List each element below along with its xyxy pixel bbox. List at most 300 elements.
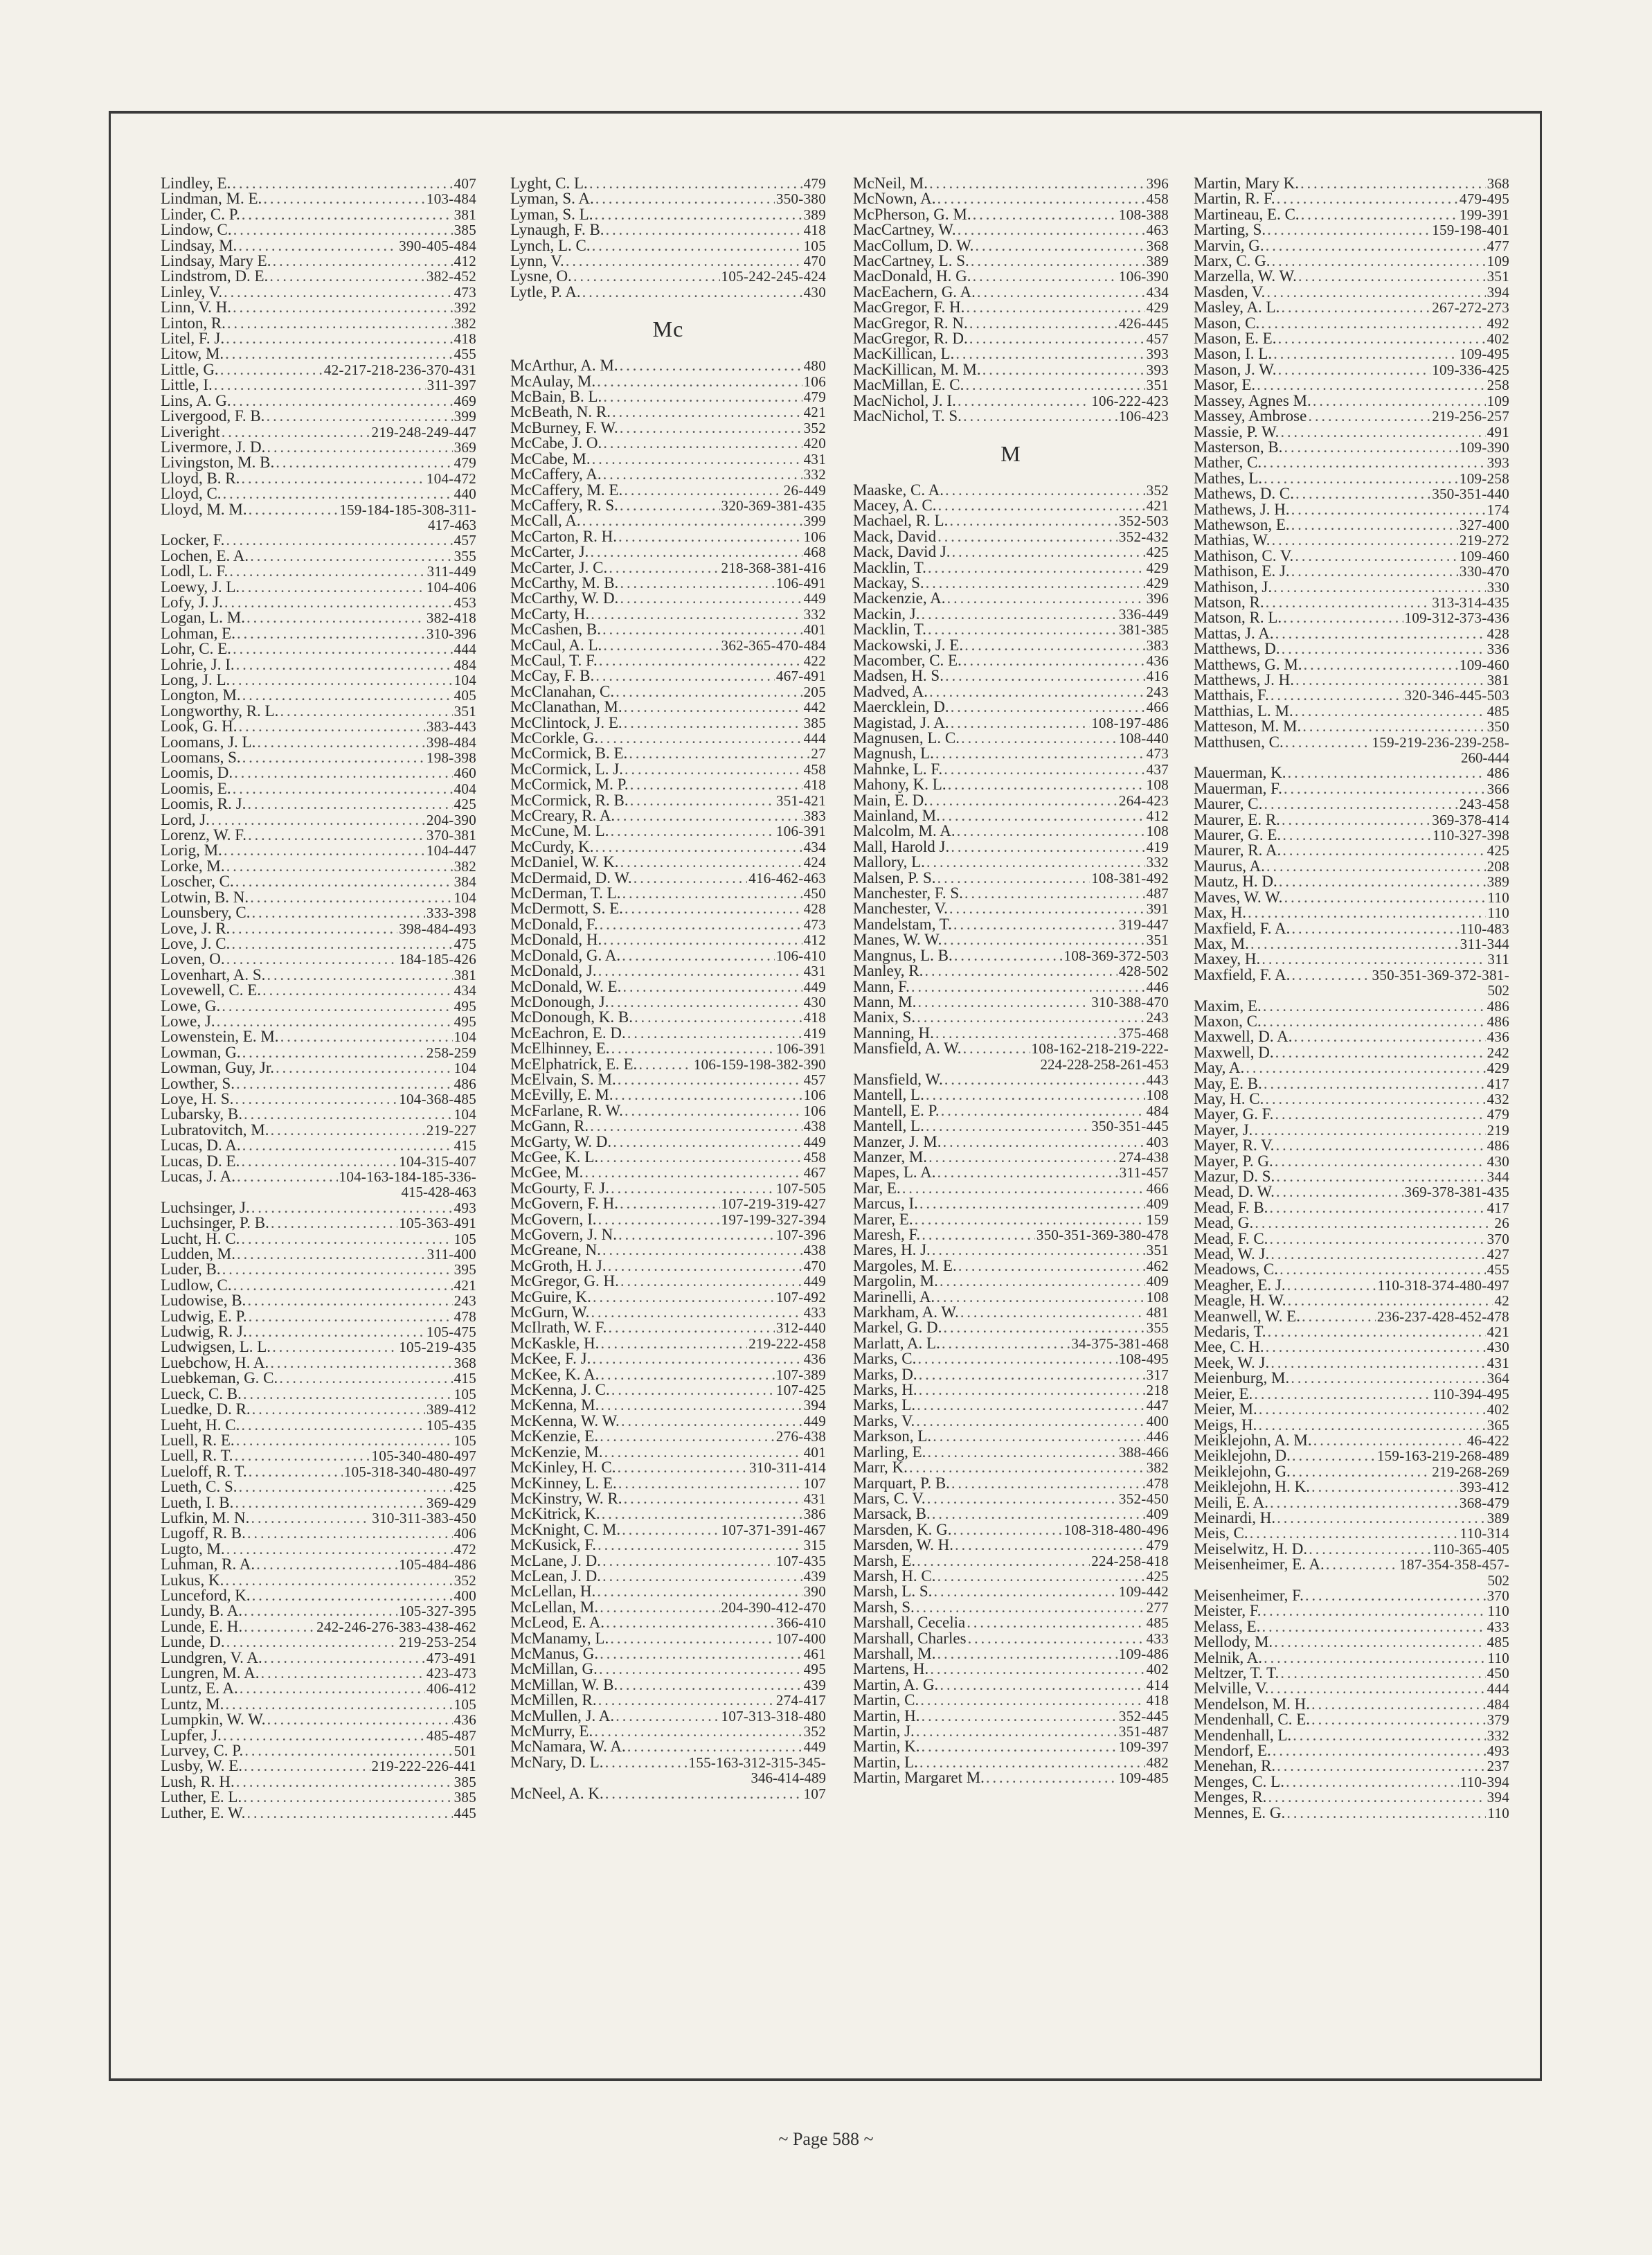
index-entry	[853, 886, 1169, 901]
entry-pages: 369-378-414	[1432, 811, 1509, 828]
index-entry	[161, 1758, 476, 1774]
entry-name: Mazur, D. S.	[1194, 1168, 1275, 1185]
leader-dots	[234, 765, 452, 781]
leader-dots	[276, 455, 452, 470]
leader-dots	[955, 346, 1144, 362]
entry-name: McMullen, J. A.	[510, 1706, 615, 1724]
leader-dots	[1255, 1215, 1493, 1231]
leader-dots	[242, 1045, 425, 1060]
leader-dots	[260, 1666, 424, 1681]
leader-dots	[600, 1367, 775, 1382]
leader-dots	[602, 622, 802, 637]
entry-name: Martin, K.	[853, 1738, 920, 1756]
entry-name: Lufkin, M. N.	[161, 1508, 250, 1526]
index-entry	[1194, 1231, 1509, 1247]
entry-name: McKitrick, K.	[510, 1505, 600, 1523]
index-entry	[510, 1445, 826, 1460]
index-entry	[510, 823, 826, 839]
entry-pages: 104-406	[426, 578, 476, 596]
entry-pages: 107	[803, 1474, 826, 1492]
index-entry	[853, 1739, 1169, 1754]
index-entry	[853, 1584, 1169, 1599]
index-entry	[161, 1215, 476, 1231]
entry-name: McCaffery, R. S.	[510, 496, 618, 514]
entry-pages: 382	[454, 314, 476, 332]
leader-dots	[958, 1258, 1145, 1274]
entry-name: Ludden, M.	[161, 1245, 235, 1263]
entry-name: Marks, H.	[853, 1381, 917, 1399]
entry-name: MacCartney, L. S.	[853, 252, 969, 270]
entry-name: McCaul, T. F.	[510, 651, 598, 669]
index-entry	[853, 1134, 1169, 1150]
leader-dots	[229, 564, 425, 579]
leader-dots	[975, 238, 1144, 253]
leader-dots	[236, 657, 453, 672]
leader-dots	[270, 1355, 452, 1371]
index-entry	[510, 684, 826, 699]
leader-dots	[250, 549, 452, 564]
entry-name: Madsen, H. S.	[853, 667, 944, 685]
entry-name: Ludwig, E. P.	[161, 1307, 247, 1325]
entry-name: Mares, H. J.	[853, 1241, 931, 1259]
entry-name: Mantell, L.	[853, 1086, 924, 1104]
entry-pages: 473	[454, 283, 476, 301]
index-entry	[161, 812, 476, 828]
leader-dots	[249, 1464, 343, 1479]
index-entry	[853, 253, 1169, 269]
entry-pages: 486	[1487, 1137, 1509, 1155]
index-entry	[510, 762, 826, 777]
entry-name: McNeel, A. K.	[510, 1784, 604, 1802]
entry-name: Long, J. L.	[161, 671, 231, 688]
entry-name: Mattas, J. A.	[1194, 624, 1274, 642]
entry-pages: 368	[1146, 237, 1169, 254]
entry-pages: 105	[454, 1230, 476, 1247]
index-entry	[1194, 1138, 1509, 1153]
entry-name: Melnik, A.	[1194, 1648, 1263, 1666]
entry-name: Lunceford, K.	[161, 1586, 251, 1604]
leader-dots	[220, 362, 323, 377]
leader-dots	[232, 176, 452, 191]
entry-pages: 481	[1146, 1304, 1169, 1321]
entry-name: May, A.	[1194, 1059, 1245, 1077]
entry-name: Lohrie, J. I.	[161, 655, 235, 673]
entry-pages: 457	[803, 1071, 826, 1088]
entry-name: McKaskle, H.	[510, 1334, 600, 1352]
leader-dots	[625, 901, 802, 916]
entry-name: Marvin, G.	[1194, 236, 1264, 254]
entry-pages: 187-354-358-457-	[1399, 1556, 1509, 1574]
index-entry	[853, 1411, 1169, 1429]
index-entry	[510, 1398, 826, 1413]
entry-pages: 390-405-484	[399, 237, 476, 254]
entry-pages: 368	[454, 1354, 476, 1371]
index-entry	[1194, 1293, 1509, 1308]
entry-name: McNamara, W. A.	[510, 1738, 626, 1756]
leader-dots	[603, 467, 802, 482]
index-entry	[161, 1790, 476, 1805]
index-entry	[161, 1712, 476, 1727]
entry-pages: 276-438	[775, 1428, 826, 1445]
leader-dots	[251, 1200, 453, 1215]
entry-name: Mead, F. B.	[1194, 1198, 1268, 1216]
index-entry	[853, 1755, 1169, 1770]
entry-pages: 396	[1146, 590, 1169, 607]
entry-pages: 42	[1494, 1292, 1509, 1310]
leader-dots	[937, 1569, 1144, 1584]
index-entry	[853, 238, 1169, 253]
index-entry	[161, 1418, 476, 1433]
leader-dots	[599, 653, 802, 668]
entry-pages: 436	[1146, 652, 1169, 669]
entry-pages: 418	[454, 330, 476, 348]
index-entry	[161, 191, 476, 206]
index-entry	[161, 440, 476, 455]
entry-pages: 396	[1146, 175, 1169, 192]
entry-name: Marks, C.	[853, 1350, 917, 1368]
entry-pages: 425	[1146, 1567, 1169, 1585]
index-entry	[853, 377, 1169, 393]
leader-dots	[927, 1445, 1117, 1460]
index-entry	[161, 1154, 476, 1169]
index-entry	[161, 1557, 476, 1572]
entry-name: Loomis, E.	[161, 779, 231, 797]
entry-name: McDerman, T. L.	[510, 884, 621, 902]
entry-name: Meadows, C.	[1194, 1260, 1279, 1278]
entry-name: McKenna, J. C.	[510, 1381, 610, 1399]
entry-name: Mann, F.	[853, 977, 910, 995]
index-entry	[161, 1247, 476, 1262]
leader-dots	[592, 452, 802, 467]
leader-dots	[1266, 1339, 1486, 1355]
entry-name: Mautz, H. D.	[1194, 873, 1277, 891]
leader-dots	[233, 300, 453, 315]
entry-name: Magnush, L.	[853, 745, 934, 763]
entry-name: Mead, F. C.	[1194, 1229, 1268, 1247]
leader-dots	[612, 404, 802, 420]
entry-pages: 386	[803, 1506, 826, 1523]
index-entry	[161, 1573, 476, 1588]
entry-pages: 242-246-276-383-438-462	[316, 1618, 476, 1635]
entry-name: McGuire, K.	[510, 1287, 591, 1305]
entry-pages: 105	[454, 1695, 476, 1713]
entry-pages: 400	[1146, 1412, 1169, 1429]
index-entry	[1194, 719, 1509, 734]
entry-pages: 492	[1487, 314, 1509, 332]
entry-pages: 388-466	[1118, 1443, 1169, 1461]
leader-dots	[1284, 781, 1486, 796]
index-entry	[510, 1460, 826, 1475]
index-entry	[853, 573, 1169, 591]
entry-name: Lowther, S.	[161, 1074, 235, 1092]
leader-dots	[917, 1010, 1145, 1025]
index-entry	[853, 699, 1169, 715]
entry-pages: 107-371-391-467	[721, 1521, 826, 1538]
entry-name: McGee, M.	[510, 1164, 584, 1182]
entry-pages: 385	[803, 714, 826, 731]
index-entry	[1194, 346, 1509, 362]
entry-name: McLeod, E. A.	[510, 1614, 605, 1632]
leader-dots	[1268, 1324, 1486, 1339]
index-entry	[510, 1506, 826, 1522]
entry-pages: 468	[803, 544, 826, 561]
leader-dots	[1270, 1495, 1458, 1510]
entry-pages: 199-391	[1459, 206, 1509, 223]
entry-name: Martineau, E. C.	[1194, 205, 1300, 223]
leader-dots	[921, 607, 1117, 622]
entry-pages: 274-438	[1118, 1148, 1169, 1166]
index-entry	[1194, 1123, 1509, 1138]
index-entry	[510, 253, 826, 269]
entry-name: McCaffery, M. E.	[510, 481, 623, 499]
index-entry	[1194, 704, 1509, 719]
entry-name: Macklin, T.	[853, 621, 926, 639]
entry-pages: 429	[1146, 299, 1169, 317]
entry-name: May, H. C.	[1194, 1089, 1264, 1107]
entry-name: McKusick, F.	[510, 1536, 597, 1554]
index-entry	[853, 409, 1169, 424]
index-entry	[853, 285, 1169, 300]
leader-dots	[251, 1510, 370, 1526]
leader-dots	[909, 1460, 1145, 1475]
index-entry	[161, 300, 476, 315]
entry-name: McGreane, N.	[510, 1241, 601, 1259]
index-entry	[161, 1666, 476, 1681]
index-entry	[510, 285, 826, 300]
index-entry	[1194, 176, 1509, 191]
entry-pages: 479	[1146, 1537, 1169, 1554]
entry-name: Meiklejohn, A. M.	[1194, 1431, 1312, 1449]
index-entry	[510, 544, 826, 560]
entry-pages: 27	[811, 745, 826, 763]
leader-dots	[917, 995, 1090, 1010]
entry-pages: 106-391	[775, 1040, 826, 1058]
entry-name: Longton, M.	[161, 686, 241, 704]
index-entry	[1194, 1339, 1509, 1355]
entry-name: Markel, G. D.	[853, 1319, 942, 1337]
entry-name: McLellan, H.	[510, 1583, 596, 1601]
entry-pages: 105	[803, 237, 826, 254]
index-entry	[853, 1041, 1169, 1056]
entry-name: McKenna, M.	[510, 1396, 600, 1414]
entry-name: MacEachern, G. A.	[853, 283, 976, 301]
section-heading: Mc	[652, 317, 684, 342]
leader-dots	[1280, 1666, 1485, 1681]
leader-dots	[630, 793, 775, 808]
index-entry	[510, 560, 826, 576]
leader-dots	[1301, 207, 1458, 222]
leader-dots	[1264, 1076, 1486, 1091]
entry-pages: 426-445	[1118, 314, 1169, 332]
leader-dots	[1311, 1712, 1486, 1727]
leader-dots	[638, 1057, 692, 1072]
entry-name: Mayer, R. V.	[1194, 1137, 1275, 1155]
entry-pages: 311-344	[1460, 935, 1509, 952]
leader-dots	[244, 1603, 397, 1619]
leader-dots	[926, 1118, 1090, 1134]
entry-name: Matthusen, C.	[1194, 733, 1284, 751]
leader-dots	[241, 1418, 425, 1433]
entry-name: Melville, V.	[1194, 1679, 1269, 1697]
entry-name: Mayer, J.	[1194, 1121, 1253, 1139]
index-entry	[853, 1258, 1169, 1274]
index-entry	[1194, 672, 1509, 688]
leader-dots	[240, 1681, 425, 1696]
index-entry	[853, 176, 1169, 191]
entry-name: Matthews, G. M.	[1194, 655, 1302, 673]
entry-pages: 394	[803, 1397, 826, 1414]
index-entry	[1194, 580, 1509, 595]
entry-pages: 443	[1146, 1071, 1169, 1088]
index-entry	[1194, 533, 1509, 548]
leader-dots	[602, 1569, 802, 1584]
leader-dots	[611, 1041, 775, 1056]
entry-pages: 415	[454, 1137, 476, 1155]
leader-dots	[954, 948, 1063, 963]
entry-name: Maxwell, D.	[1194, 1043, 1274, 1061]
leader-dots	[251, 905, 424, 920]
leader-dots	[257, 735, 425, 750]
entry-pages: 428	[1487, 625, 1509, 642]
leader-dots	[244, 1743, 452, 1758]
index-entry	[510, 1693, 826, 1708]
leader-dots	[932, 1506, 1145, 1522]
index-entry	[853, 1538, 1169, 1553]
index-entry	[510, 1041, 826, 1056]
leader-dots	[1295, 549, 1458, 564]
leader-dots	[624, 483, 782, 498]
entry-pages: 108-197-486	[1091, 714, 1169, 731]
entry-pages: 393	[1487, 454, 1509, 472]
entry-pages: 107-492	[775, 1288, 826, 1305]
entry-pages: 470	[803, 1257, 826, 1274]
entry-name: MacGregor, R. N.	[853, 314, 968, 332]
entry-pages: 242	[1487, 1044, 1509, 1061]
index-entry	[853, 331, 1169, 346]
entry-name: McGovern, F. H.	[510, 1195, 618, 1213]
leader-dots	[600, 1429, 775, 1444]
entry-pages: 108	[1146, 1288, 1169, 1305]
entry-name: Mathews, D. C.	[1194, 485, 1295, 503]
index-entry	[1194, 377, 1509, 393]
entry-pages: 416-462-463	[748, 869, 826, 886]
entry-name: McKenzie, M.	[510, 1443, 603, 1461]
leader-dots	[951, 839, 1144, 855]
entry-pages: 432	[1487, 1090, 1509, 1107]
entry-name: Marx, C. G.	[1194, 252, 1271, 270]
index-entry	[161, 1200, 476, 1215]
leader-dots	[1291, 968, 1370, 983]
entry-pages: 393	[1146, 346, 1169, 363]
leader-dots	[622, 979, 802, 995]
leader-dots	[1272, 533, 1458, 548]
leader-dots	[940, 1677, 1144, 1693]
entry-name: Matteson, M. M.	[1194, 718, 1302, 736]
entry-pages: 495	[803, 1661, 826, 1678]
entry-pages: 336-449	[1118, 605, 1169, 623]
index-entry	[853, 762, 1169, 777]
entry-name: McDonald, G. A.	[510, 946, 621, 964]
entry-pages: 400	[454, 1587, 476, 1604]
index-entry	[161, 1138, 476, 1153]
index-entry	[1194, 1619, 1509, 1634]
index-entry	[161, 688, 476, 703]
entry-name: McKnight, C. M.	[510, 1520, 621, 1538]
index-entry	[853, 1553, 1169, 1569]
leader-dots	[943, 1320, 1144, 1335]
entry-pages: 383	[803, 808, 826, 825]
leader-dots	[242, 207, 453, 222]
entry-name: Luchsinger, J.	[161, 1198, 250, 1216]
entry-name: Lupfer, J.	[161, 1726, 222, 1744]
entry-pages: 105	[454, 1385, 476, 1402]
entry-pages: 421	[454, 1276, 476, 1294]
entry-name: Melass, E.	[1194, 1617, 1261, 1635]
index-entry	[1194, 735, 1509, 750]
index-entry	[853, 1615, 1169, 1630]
index-entry	[1194, 688, 1509, 703]
leader-dots	[242, 1138, 453, 1153]
index-entry	[853, 483, 1169, 498]
leader-dots	[1295, 704, 1486, 719]
entry-pages: 389	[803, 206, 826, 223]
entry-pages: 351	[1146, 932, 1169, 949]
leader-dots	[969, 316, 1117, 331]
index-entry	[510, 176, 826, 191]
index-entry	[510, 731, 826, 746]
index-entry	[161, 1384, 476, 1402]
entry-name: Maurer, C.	[1194, 795, 1263, 813]
entry-name: MacKillican, M. M.	[853, 360, 981, 378]
leader-dots	[566, 253, 802, 269]
index-entry	[161, 471, 476, 486]
entry-pages: 425	[454, 1479, 476, 1496]
index-entry	[1194, 1278, 1509, 1293]
index-entry	[853, 1569, 1169, 1584]
entry-pages: 106-391	[775, 823, 826, 840]
index-entry	[853, 839, 1169, 855]
leader-dots	[249, 1324, 425, 1339]
index-entry	[1194, 1743, 1509, 1758]
entry-pages: 381	[1487, 672, 1509, 688]
index-entry	[853, 793, 1169, 808]
index-entry	[161, 546, 476, 564]
leader-dots	[598, 1538, 802, 1553]
entry-name: Meister, F.	[1194, 1602, 1262, 1620]
entry-name: McCormick, R. B.	[510, 791, 629, 809]
entry-name: MacNichol, J. I.	[853, 391, 956, 409]
index-entry	[510, 746, 826, 761]
entry-pages: 486	[1487, 997, 1509, 1015]
leader-dots	[235, 1091, 397, 1107]
index-entry	[853, 316, 1169, 331]
leader-dots	[222, 425, 370, 440]
index-entry	[853, 1274, 1169, 1289]
leader-dots	[1291, 502, 1486, 517]
index-entry	[510, 483, 826, 498]
index-entry	[853, 901, 1169, 916]
index-entry	[1194, 765, 1509, 781]
leader-dots	[1273, 1743, 1486, 1758]
index-entry	[161, 1324, 476, 1339]
entry-name: Loomis, R. J.	[161, 795, 246, 813]
entry-pages: 427	[1487, 1246, 1509, 1263]
leader-dots	[233, 781, 453, 796]
leader-dots	[611, 1382, 775, 1398]
leader-dots	[967, 1615, 1144, 1630]
index-entry	[853, 1118, 1169, 1134]
entry-pages: 495	[454, 1013, 476, 1030]
